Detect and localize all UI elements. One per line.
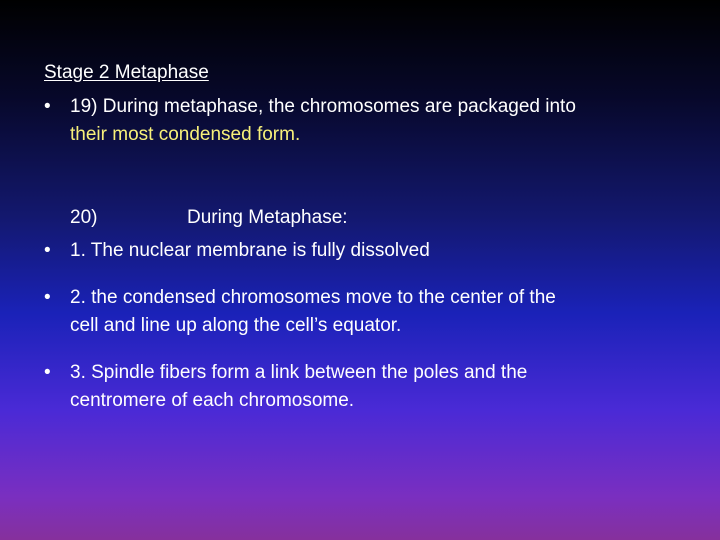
bullet-point-2: •: [44, 287, 51, 308]
point-1-text: 1. The nuclear membrane is fully dissolved: [70, 240, 430, 261]
point-3-line-2: centromere of each chromosome.: [70, 390, 355, 411]
item-20-number: 20): [70, 207, 98, 228]
bullet-item-19: •: [44, 96, 51, 117]
point-2-line-2: cell and line up along the cell’s equator.: [70, 315, 402, 336]
bullet-point-1: •: [44, 240, 51, 261]
slide-title: Stage 2 Metaphase: [44, 62, 209, 83]
item-20-heading: During Metaphase:: [187, 207, 348, 228]
item-19-line-2: their most condensed form.: [70, 124, 301, 145]
point-3-line-1: 3. Spindle fibers form a link between the poles and the: [70, 362, 528, 383]
point-2-line-1: 2. the condensed chromosomes move to the center of the: [70, 287, 556, 308]
bullet-point-3: •: [44, 362, 51, 383]
item-19-line-1: 19) During metaphase, the chromosomes are packaged into: [70, 96, 576, 117]
